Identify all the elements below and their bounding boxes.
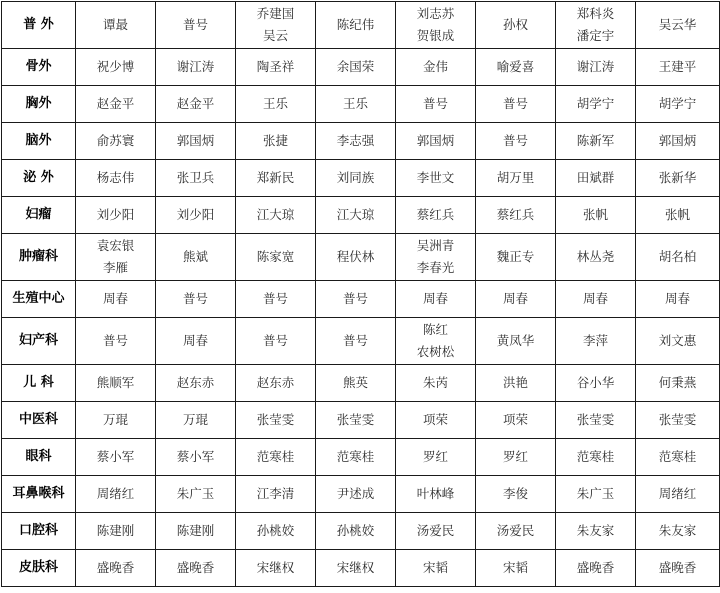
doctor-name: 李春光	[416, 260, 455, 275]
doctor-name: 盛晚香	[576, 560, 615, 575]
doctor-name: 张捷	[262, 133, 288, 148]
doctor-cell	[316, 49, 396, 86]
table-row	[2, 439, 720, 476]
doctor-cell	[556, 123, 636, 160]
doctor-name: 宋继权	[336, 560, 375, 575]
doctor-cell	[476, 318, 556, 365]
doctor-name: 赵金平	[176, 96, 215, 111]
doctor-name: 熊英	[342, 375, 368, 390]
doctor-cell	[636, 476, 720, 513]
doctor-name: 李雁	[102, 260, 128, 275]
doctor-name: 汤爱民	[496, 523, 535, 538]
doctor-name: 张莹雯	[576, 412, 615, 427]
doctor-name: 项荣	[422, 412, 448, 427]
doctor-cell	[476, 49, 556, 86]
doctor-name: 郭国炳	[658, 133, 697, 148]
doctor-cell	[236, 123, 316, 160]
doctor-name: 叶林峰	[416, 486, 455, 501]
doctor-name: 王乐	[342, 96, 368, 111]
doctor-cell	[316, 513, 396, 550]
doctor-cell	[396, 234, 476, 281]
table-row	[2, 318, 720, 365]
doctor-cell	[236, 234, 316, 281]
doctor-cell	[316, 234, 396, 281]
doctor-name: 胡学宁	[576, 96, 615, 111]
doctor-cell	[236, 281, 316, 318]
department-cell: 骨外	[2, 49, 76, 86]
table-row	[2, 49, 720, 86]
doctor-cell	[396, 439, 476, 476]
doctor-cell	[76, 2, 156, 49]
doctor-cell	[76, 49, 156, 86]
doctor-cell	[476, 513, 556, 550]
department-cell: 皮肤科	[2, 550, 76, 587]
doctor-name: 范寒桂	[256, 449, 295, 464]
doctor-cell	[636, 160, 720, 197]
doctor-name: 郑科炎	[576, 6, 615, 21]
doctor-cell	[76, 439, 156, 476]
department-cell: 妇瘤	[2, 197, 76, 234]
doctor-name: 熊顺军	[96, 375, 135, 390]
doctor-name: 俞苏寰	[96, 133, 135, 148]
doctor-name: 普号	[502, 133, 528, 148]
doctor-cell	[396, 513, 476, 550]
doctor-name: 普号	[262, 291, 288, 306]
table-row	[2, 365, 720, 402]
department-cell: 普 外	[2, 2, 76, 49]
doctor-cell	[236, 318, 316, 365]
doctor-cell	[236, 439, 316, 476]
doctor-name: 张帆	[664, 207, 690, 222]
doctor-cell	[476, 86, 556, 123]
doctor-name: 罗红	[422, 449, 448, 464]
doctor-name: 周春	[664, 291, 690, 306]
doctor-name: 陈新军	[576, 133, 615, 148]
doctor-cell	[556, 49, 636, 86]
doctor-name: 普号	[262, 333, 288, 348]
doctor-cell	[636, 318, 720, 365]
doctor-cell	[636, 49, 720, 86]
department-cell: 泌 外	[2, 160, 76, 197]
doctor-cell	[76, 550, 156, 587]
doctor-cell	[156, 402, 236, 439]
doctor-cell	[636, 234, 720, 281]
doctor-name: 普号	[342, 291, 368, 306]
doctor-name: 蔡红兵	[496, 207, 535, 222]
doctor-cell	[156, 234, 236, 281]
doctor-cell	[236, 513, 316, 550]
doctor-name: 周绪红	[96, 486, 135, 501]
doctor-cell	[236, 49, 316, 86]
doctor-cell	[76, 402, 156, 439]
doctor-cell	[76, 318, 156, 365]
doctor-name: 盛晚香	[658, 560, 697, 575]
doctor-name: 贺银成	[416, 28, 455, 43]
doctor-name: 金伟	[422, 59, 448, 74]
doctor-cell	[396, 86, 476, 123]
doctor-name: 万琨	[182, 412, 208, 427]
doctor-cell	[396, 476, 476, 513]
doctor-name: 陈建刚	[176, 523, 215, 538]
doctor-cell	[76, 513, 156, 550]
department-cell: 耳鼻喉科	[2, 476, 76, 513]
doctor-cell	[396, 402, 476, 439]
doctor-cell	[316, 365, 396, 402]
doctor-name: 陈纪伟	[336, 17, 375, 32]
doctor-name: 宋韬	[422, 560, 448, 575]
table-row	[2, 402, 720, 439]
doctor-name: 周春	[422, 291, 448, 306]
table-row	[2, 123, 720, 160]
doctor-name: 王建平	[658, 59, 697, 74]
doctor-cell	[556, 550, 636, 587]
doctor-cell	[476, 160, 556, 197]
doctor-name: 宋继权	[256, 560, 295, 575]
doctor-name: 胡万里	[496, 170, 535, 185]
doctor-name: 朱广玉	[576, 486, 615, 501]
doctor-name: 尹述成	[336, 486, 375, 501]
doctor-cell	[636, 123, 720, 160]
doctor-name: 罗红	[502, 449, 528, 464]
doctor-name: 程伏林	[336, 249, 375, 264]
doctor-name: 谭最	[102, 17, 128, 32]
doctor-name: 胡名柏	[658, 249, 697, 264]
doctor-cell	[156, 439, 236, 476]
doctor-cell	[636, 2, 720, 49]
doctor-name: 魏正专	[496, 249, 535, 264]
doctor-name: 张新华	[658, 170, 697, 185]
doctor-name: 谷小华	[576, 375, 615, 390]
doctor-cell	[556, 365, 636, 402]
doctor-cell	[556, 281, 636, 318]
doctor-name: 周春	[502, 291, 528, 306]
doctor-name: 袁宏银	[96, 238, 135, 253]
doctor-name: 陈红	[422, 322, 448, 337]
doctor-cell	[476, 234, 556, 281]
doctor-name: 普号	[342, 333, 368, 348]
doctor-name: 熊斌	[182, 249, 208, 264]
doctor-cell	[316, 402, 396, 439]
doctor-name: 陶圣祥	[256, 59, 295, 74]
doctor-cell	[396, 49, 476, 86]
doctor-name: 赵东赤	[176, 375, 215, 390]
doctor-cell	[636, 513, 720, 550]
doctor-cell	[316, 86, 396, 123]
doctor-name: 项荣	[502, 412, 528, 427]
doctor-cell	[556, 2, 636, 49]
doctor-name: 张莹雯	[336, 412, 375, 427]
doctor-cell	[636, 86, 720, 123]
doctor-cell	[396, 197, 476, 234]
doctor-cell	[236, 197, 316, 234]
doctor-cell	[316, 160, 396, 197]
doctor-name: 林丛尧	[576, 249, 615, 264]
doctor-name: 周春	[582, 291, 608, 306]
doctor-cell	[556, 318, 636, 365]
table-row	[2, 476, 720, 513]
department-cell: 生殖中心	[2, 281, 76, 318]
doctor-cell	[236, 2, 316, 49]
doctor-name: 赵东赤	[256, 375, 295, 390]
doctor-cell	[476, 281, 556, 318]
doctor-cell	[476, 2, 556, 49]
doctor-name: 刘少阳	[96, 207, 135, 222]
doctor-cell	[396, 123, 476, 160]
doctor-cell	[316, 123, 396, 160]
doctor-schedule-table	[1, 1, 720, 587]
department-cell: 眼科	[2, 439, 76, 476]
doctor-name: 吴云	[262, 28, 288, 43]
table-row	[2, 513, 720, 550]
doctor-cell	[76, 86, 156, 123]
doctor-cell	[476, 402, 556, 439]
doctor-name: 刘志苏	[416, 6, 455, 21]
doctor-cell	[316, 197, 396, 234]
doctor-cell	[156, 550, 236, 587]
doctor-cell	[476, 365, 556, 402]
doctor-cell	[396, 318, 476, 365]
doctor-name: 普号	[502, 96, 528, 111]
doctor-name: 江大琼	[256, 207, 295, 222]
doctor-cell	[156, 513, 236, 550]
table-row	[2, 2, 720, 49]
doctor-cell	[636, 402, 720, 439]
table-row	[2, 86, 720, 123]
doctor-name: 刘少阳	[176, 207, 215, 222]
doctor-name: 吴洲青	[416, 238, 455, 253]
doctor-cell	[236, 402, 316, 439]
doctor-cell	[636, 197, 720, 234]
department-cell: 脑外	[2, 123, 76, 160]
doctor-name: 范寒桂	[658, 449, 697, 464]
doctor-name: 普号	[182, 17, 208, 32]
doctor-cell	[556, 513, 636, 550]
doctor-name: 盛晚香	[176, 560, 215, 575]
doctor-name: 谢江涛	[576, 59, 615, 74]
doctor-name: 李俊	[502, 486, 528, 501]
doctor-name: 谢江涛	[176, 59, 215, 74]
doctor-name: 余国荣	[336, 59, 375, 74]
doctor-cell	[76, 365, 156, 402]
table-row	[2, 197, 720, 234]
doctor-name: 农树松	[416, 344, 455, 359]
doctor-name: 胡学宁	[658, 96, 697, 111]
doctor-name: 江大琼	[336, 207, 375, 222]
department-cell: 中医科	[2, 402, 76, 439]
doctor-cell	[556, 439, 636, 476]
doctor-cell	[476, 439, 556, 476]
doctor-name: 范寒桂	[576, 449, 615, 464]
doctor-cell	[236, 365, 316, 402]
table-row	[2, 234, 720, 281]
doctor-cell	[396, 550, 476, 587]
department-cell: 胸外	[2, 86, 76, 123]
doctor-cell	[156, 49, 236, 86]
doctor-name: 郑新民	[256, 170, 295, 185]
doctor-cell	[636, 365, 720, 402]
department-cell: 肿瘤科	[2, 234, 76, 281]
doctor-cell	[636, 439, 720, 476]
doctor-name: 吴云华	[658, 17, 697, 32]
doctor-cell	[156, 197, 236, 234]
doctor-name: 蔡小军	[96, 449, 135, 464]
doctor-name: 范寒桂	[336, 449, 375, 464]
doctor-cell	[476, 197, 556, 234]
doctor-name: 蔡小军	[176, 449, 215, 464]
department-cell: 妇产科	[2, 318, 76, 365]
doctor-cell	[76, 281, 156, 318]
doctor-cell	[556, 402, 636, 439]
doctor-cell	[156, 86, 236, 123]
doctor-name: 郭国炳	[416, 133, 455, 148]
doctor-name: 普号	[102, 333, 128, 348]
doctor-cell	[476, 550, 556, 587]
table-row	[2, 281, 720, 318]
doctor-cell	[76, 476, 156, 513]
doctor-name: 蔡红兵	[416, 207, 455, 222]
doctor-name: 普号	[182, 291, 208, 306]
doctor-cell	[156, 123, 236, 160]
doctor-cell	[236, 550, 316, 587]
doctor-cell	[396, 365, 476, 402]
table-row	[2, 550, 720, 587]
doctor-name: 朱广玉	[176, 486, 215, 501]
table-row	[2, 160, 720, 197]
doctor-name: 祝少博	[96, 59, 135, 74]
doctor-cell	[156, 281, 236, 318]
doctor-cell	[556, 86, 636, 123]
department-cell: 口腔科	[2, 513, 76, 550]
doctor-name: 周春	[102, 291, 128, 306]
doctor-cell	[316, 439, 396, 476]
doctor-cell	[156, 365, 236, 402]
doctor-name: 盛晚香	[96, 560, 135, 575]
doctor-name: 普号	[422, 96, 448, 111]
doctor-name: 刘同族	[336, 170, 375, 185]
doctor-cell	[316, 2, 396, 49]
doctor-name: 宋韬	[502, 560, 528, 575]
doctor-name: 孙桃姣	[256, 523, 295, 538]
doctor-name: 孙权	[502, 17, 528, 32]
doctor-cell	[76, 123, 156, 160]
doctor-name: 陈建刚	[96, 523, 135, 538]
doctor-name: 刘文惠	[658, 333, 697, 348]
doctor-cell	[156, 2, 236, 49]
doctor-name: 张卫兵	[176, 170, 215, 185]
doctor-name: 喻爱喜	[496, 59, 535, 74]
doctor-name: 田斌群	[576, 170, 615, 185]
doctor-cell	[316, 318, 396, 365]
doctor-name: 张莹雯	[256, 412, 295, 427]
doctor-name: 江李清	[256, 486, 295, 501]
doctor-name: 潘定宇	[576, 28, 615, 43]
doctor-name: 李萍	[582, 333, 608, 348]
doctor-name: 汤爱民	[416, 523, 455, 538]
doctor-cell	[156, 160, 236, 197]
doctor-name: 朱友家	[658, 523, 697, 538]
doctor-name: 黄凤华	[496, 333, 535, 348]
doctor-cell	[396, 160, 476, 197]
doctor-name: 杨志伟	[96, 170, 135, 185]
doctor-cell	[156, 476, 236, 513]
doctor-cell	[396, 2, 476, 49]
doctor-cell	[476, 123, 556, 160]
doctor-cell	[316, 550, 396, 587]
doctor-name: 孙桃姣	[336, 523, 375, 538]
doctor-name: 李世文	[416, 170, 455, 185]
department-cell: 儿 科	[2, 365, 76, 402]
doctor-name: 乔建国	[256, 6, 295, 21]
doctor-name: 陈家宽	[256, 249, 295, 264]
doctor-name: 洪艳	[502, 375, 528, 390]
doctor-cell	[236, 86, 316, 123]
doctor-name: 张帆	[582, 207, 608, 222]
doctor-cell	[156, 318, 236, 365]
doctor-cell	[316, 476, 396, 513]
doctor-name: 朱友家	[576, 523, 615, 538]
doctor-name: 周春	[182, 333, 208, 348]
doctor-cell	[556, 234, 636, 281]
doctor-cell	[76, 160, 156, 197]
doctor-name: 何秉燕	[658, 375, 697, 390]
doctor-cell	[556, 476, 636, 513]
doctor-cell	[76, 197, 156, 234]
doctor-cell	[236, 160, 316, 197]
doctor-name: 李志强	[336, 133, 375, 148]
schedule-body	[2, 2, 720, 587]
doctor-cell	[76, 234, 156, 281]
doctor-cell	[316, 281, 396, 318]
doctor-name: 朱芮	[422, 375, 448, 390]
doctor-name: 周绪红	[658, 486, 697, 501]
doctor-name: 万琨	[102, 412, 128, 427]
doctor-name: 郭国炳	[176, 133, 215, 148]
doctor-cell	[636, 281, 720, 318]
doctor-cell	[236, 476, 316, 513]
doctor-name: 王乐	[262, 96, 288, 111]
doctor-cell	[636, 550, 720, 587]
doctor-cell	[556, 197, 636, 234]
doctor-name: 赵金平	[96, 96, 135, 111]
doctor-cell	[476, 476, 556, 513]
doctor-cell	[556, 160, 636, 197]
doctor-name: 张莹雯	[658, 412, 697, 427]
doctor-cell	[396, 281, 476, 318]
